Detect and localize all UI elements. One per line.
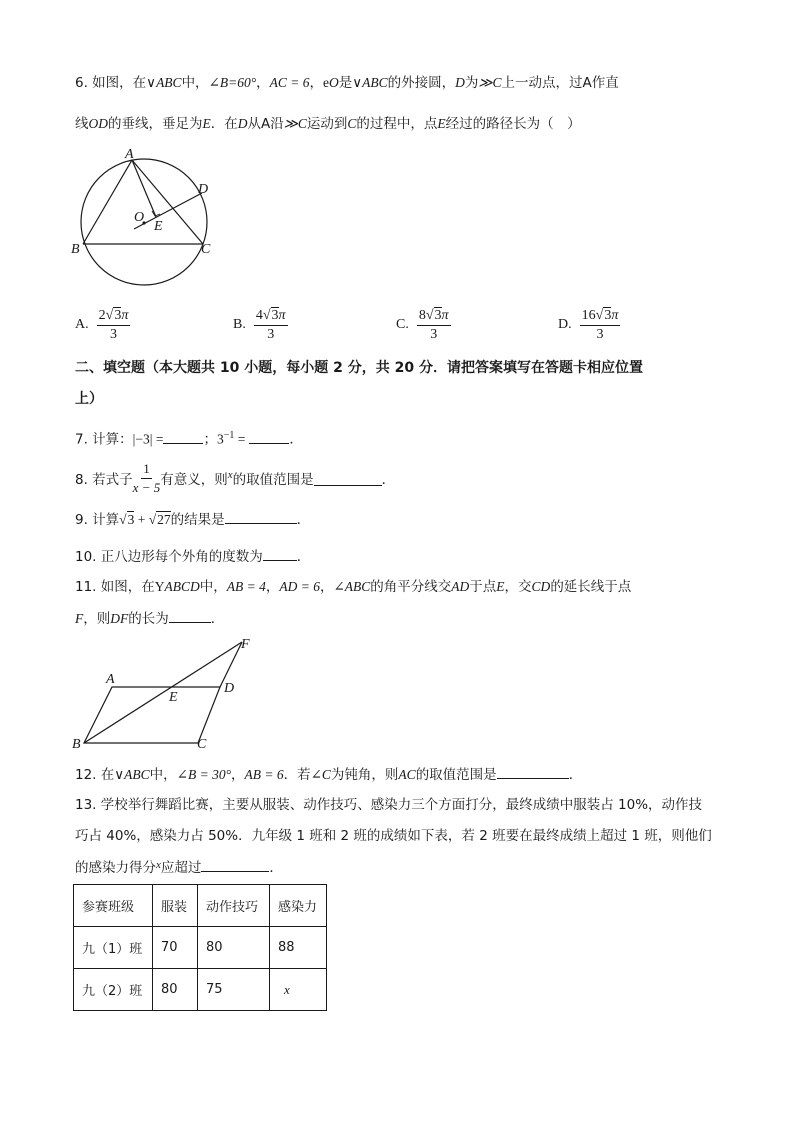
header-cell: 动作技巧	[198, 885, 270, 927]
pi-symbol: π	[278, 307, 286, 323]
section-heading-line2: 上）	[75, 391, 103, 407]
table-cell: 九（1）班	[74, 927, 153, 969]
q11-text: ，交	[504, 579, 532, 595]
label-o: O	[134, 210, 145, 225]
arc-ac: ≫C	[283, 116, 307, 131]
q8-text: 有意义，则	[160, 472, 228, 488]
label-a: A	[106, 672, 115, 687]
choice-fraction: $\frac{16√3\pi}{3}$	[581, 307, 619, 342]
table-cell: 80	[198, 927, 270, 969]
radicand: 27	[157, 512, 171, 527]
q6-text: 的外接圆，	[387, 75, 456, 91]
q11-text: 的长为	[128, 611, 169, 627]
q9: 9. 计算√3 + √27的结果是 ．	[75, 509, 310, 530]
q11-parallelogram-figure	[65, 632, 265, 754]
pi-symbol: π	[611, 307, 619, 323]
q6-text: 为	[464, 75, 479, 91]
denominator: 3	[430, 326, 438, 342]
answer-blank[interactable]	[169, 608, 211, 623]
q6-text: 经过的路径长为（ ）	[445, 116, 581, 132]
q6-line2	[75, 114, 581, 134]
ab-value: AB = 4	[226, 579, 266, 594]
answer-blank[interactable]	[263, 546, 297, 561]
answer-blank[interactable]	[225, 509, 297, 524]
choice-label: D.	[558, 317, 572, 332]
radicand: 3	[127, 512, 135, 527]
q11-text: 于点	[469, 579, 497, 595]
table-cell: 70	[153, 927, 198, 969]
separator: ；	[203, 431, 217, 448]
pi-symbol: π	[441, 307, 449, 323]
table-cell: 80	[153, 969, 198, 1011]
triangle-symbol: ∨	[114, 767, 125, 782]
equals: =	[234, 431, 246, 447]
label-f: F	[241, 637, 250, 652]
radicand: 3	[114, 307, 122, 323]
triangle-symbol: ∨	[352, 75, 363, 90]
choice-fraction: $\frac{4√3\pi}{3}$	[255, 307, 286, 342]
q10-text: 10. 正八边形每个外角的度数为	[75, 549, 263, 565]
q7-text: 7. 计算：	[75, 431, 133, 448]
label-c: C	[201, 242, 211, 257]
label-c: C	[197, 737, 207, 752]
ab-value: AB = 6	[244, 767, 284, 782]
q13-line2: 巧占 40%，感染力占 50%．九年级 1 班和 2 班的成绩如下表，若 2 班要在最终成绩上超过 1 班，则他们	[75, 828, 712, 844]
plus-sign: +	[134, 512, 149, 527]
coefficient: 16	[581, 307, 596, 323]
angle-b-value: ∠B=60°	[208, 75, 257, 90]
q12-text: 12. 在	[75, 767, 115, 783]
segment-ac: AC	[398, 767, 416, 782]
segment-ae	[132, 160, 156, 217]
q6-text: 是	[338, 75, 353, 91]
answer-blank[interactable]	[163, 429, 203, 444]
table-cell: 75	[198, 969, 270, 1011]
header-cell: 参赛班级	[74, 885, 153, 927]
parallelogram-abcd: ABCD	[164, 579, 200, 594]
pi-symbol: π	[121, 307, 129, 323]
coefficient: 2	[98, 307, 106, 323]
choice-label: C.	[396, 317, 409, 332]
choice-label: B.	[233, 317, 246, 332]
point-f: F	[75, 611, 84, 626]
triangle-symbol: ∨	[146, 75, 157, 90]
q11-text: 的角平分线交	[370, 579, 452, 595]
label-b: B	[72, 737, 81, 752]
table-cell: 九（2）班	[74, 969, 153, 1011]
period: ．	[289, 431, 303, 448]
q10	[75, 546, 310, 567]
q6-line1	[75, 73, 619, 93]
denominator: 3	[109, 326, 117, 342]
q12-text: 的取值范围是	[415, 767, 497, 783]
q11-text: ，则	[83, 611, 111, 627]
answer-blank[interactable]	[201, 857, 269, 872]
power-exponent: −1	[223, 430, 235, 441]
parallelogram-symbol: Y	[154, 579, 165, 594]
q8-text: 的取值范围是	[232, 472, 314, 488]
angle-c: ∠C	[310, 767, 331, 782]
table-cell: 88	[270, 927, 327, 969]
variable-x: x	[156, 859, 161, 871]
q8-fraction	[133, 461, 161, 496]
separator: ，	[319, 579, 334, 595]
q6-text: 的垂线，垂足为	[108, 116, 203, 132]
q12-text: ．若	[283, 767, 311, 783]
parallelogram-abcd-shape	[84, 687, 220, 743]
q12	[75, 764, 582, 785]
choice-a[interactable]	[75, 300, 130, 350]
table-row	[74, 927, 327, 969]
angle-b-value: ∠B = 30°	[176, 767, 231, 782]
choice-fraction: $\frac{2√3\pi}{3}$	[98, 307, 129, 342]
answer-blank[interactable]	[249, 429, 289, 444]
q9-text: 9. 计算	[75, 512, 120, 528]
separator: ，	[265, 579, 280, 595]
point-d: D	[455, 75, 465, 90]
q11-line2	[75, 608, 224, 629]
q11-text: 中，	[199, 579, 227, 595]
q6-text: 线	[75, 116, 89, 132]
q6-text: 运动到	[306, 116, 348, 132]
label-d: D	[224, 681, 235, 696]
choice-d[interactable]	[558, 300, 620, 350]
numerator: 1	[141, 461, 152, 479]
period: ．	[296, 549, 311, 565]
variable-x: x	[227, 469, 233, 481]
line-od: OD	[88, 116, 108, 131]
radicand: 3	[434, 307, 442, 323]
q13-line3	[75, 857, 283, 879]
table-cell: x	[270, 969, 327, 1011]
point-d: D	[237, 116, 248, 131]
q8-text: 8. 若式子	[75, 472, 133, 488]
label-b: B	[71, 242, 80, 257]
point-o: O	[329, 75, 339, 90]
period: ．	[381, 472, 396, 488]
coefficient: 4	[255, 307, 263, 323]
coefficient: 8	[418, 307, 426, 323]
answer-blank[interactable]	[314, 471, 382, 486]
q6-text: 中，	[181, 75, 209, 91]
denominator: 3	[596, 326, 604, 342]
point-e: E	[437, 116, 446, 131]
point-e: E	[202, 116, 211, 131]
q12-text: 为钝角，则	[330, 767, 399, 783]
period: ．	[568, 767, 583, 783]
triangle-abc: ABC	[156, 75, 182, 90]
circle-symbol: e	[323, 75, 330, 90]
q7	[75, 426, 303, 450]
triangle-abc: ABC	[124, 767, 150, 782]
point-e: E	[496, 579, 505, 594]
radicand: 3	[271, 307, 279, 323]
choice-fraction: $\frac{8√3\pi}{3}$	[418, 307, 449, 342]
answer-blank[interactable]	[497, 764, 569, 779]
header-cell: 感染力	[270, 885, 327, 927]
angle-abc: ∠ABC	[333, 579, 371, 594]
section-heading-line1: 二、填空题（本大题共 10 小题，每小题 2 分，共 20 分．请把答案填写在答题卡相应位置	[75, 360, 643, 376]
q11-text: 的延长线于点	[550, 579, 632, 595]
separator: ，	[230, 767, 245, 783]
power-base: 3	[216, 431, 224, 447]
label-e: E	[154, 219, 163, 234]
q8	[75, 458, 395, 498]
table-row	[74, 969, 327, 1011]
period: ．	[269, 860, 283, 876]
q6-text: 从A沿	[247, 116, 284, 132]
q12-text: 中，	[149, 767, 177, 783]
abs-expression: |−3| =	[132, 431, 164, 447]
score-table	[73, 884, 327, 1011]
q6-circle-figure	[60, 140, 230, 300]
choice-c[interactable]	[396, 300, 451, 350]
segment-ad: AD	[451, 579, 470, 594]
label-d: D	[198, 182, 209, 197]
segment-ab	[83, 160, 132, 244]
point-c: C	[347, 116, 357, 131]
ad-value: AD = 6	[279, 579, 320, 594]
choice-b[interactable]	[233, 300, 288, 350]
q13-text: 的感染力得分	[75, 860, 156, 876]
label-e: E	[169, 690, 178, 705]
choice-label: A.	[75, 317, 89, 332]
separator: ，	[256, 75, 270, 91]
q11-line1	[75, 577, 631, 597]
denominator: 3	[267, 326, 275, 342]
segment-ac	[132, 160, 203, 244]
period: ．	[210, 611, 225, 627]
arc-ac: ≫C	[478, 75, 502, 90]
period: ．	[296, 512, 311, 528]
q6-text: ．在	[210, 116, 238, 132]
table-header-row	[74, 885, 327, 927]
q6-text: 上一动点，过A作直	[501, 75, 619, 91]
ac-value: AC = 6	[269, 75, 310, 90]
q9-text: 的结果是	[170, 512, 225, 528]
radicand: 3	[604, 307, 612, 323]
q13-line1: 13. 学校举行舞蹈比赛，主要从服装、动作技巧、感染力三个方面打分，最终成绩中服装占 10%，动作技	[75, 797, 703, 813]
triangle-abc: ABC	[362, 75, 388, 90]
separator: ，	[309, 75, 324, 91]
segment-df: DF	[110, 611, 129, 626]
q13-text: 应超过	[160, 860, 202, 876]
q6-text: 6. 如图，在	[75, 75, 147, 91]
denominator: x − 5	[132, 479, 161, 495]
q11-text: 11. 如图，在	[75, 579, 155, 595]
segment-cd: CD	[531, 579, 551, 594]
header-cell: 服装	[153, 885, 198, 927]
q6-text: 的过程中，点	[356, 116, 438, 132]
label-a: A	[125, 147, 134, 162]
